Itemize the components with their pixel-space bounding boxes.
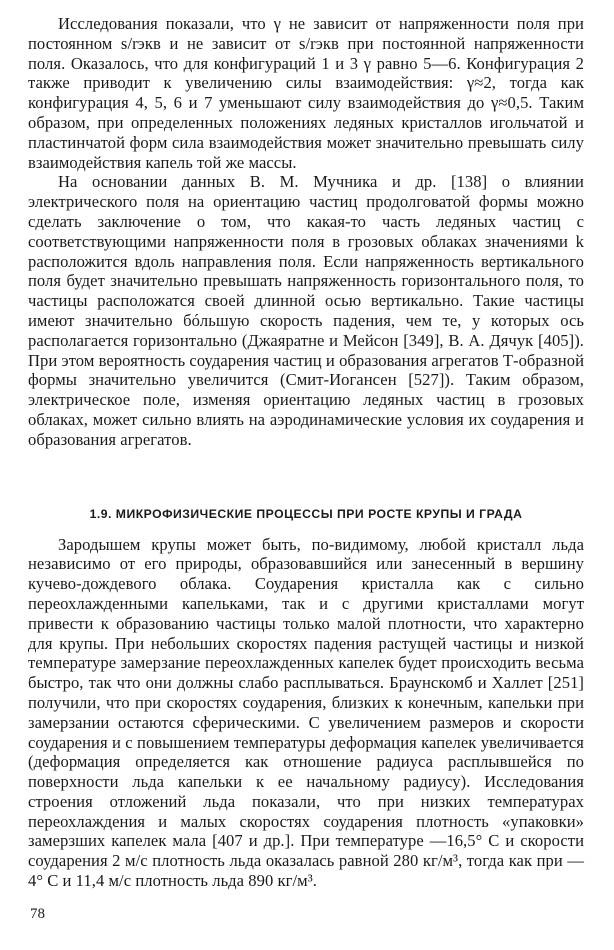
- book-page: [28, 14, 584, 934]
- paragraph-graupel-embryo: Зародышем крупы может быть, по-видимому, любой кристалл льда независимо от его природы, образовавшийся или занесенный в вершину кучево-дождевого облака. Соударения кристалла как с сильно переохлажденными капельками, так и с другими кристаллами могут привести к образованию частицы только малой плотности, что характерно для крупы. При небольших скоростях падения растущей частицы и низкой температуре замерзание переохлажденных капелек будет происходить весьма быстро, так что они должны слабо расплываться. Браунскомб и Халлет [251] получили, что при скоростях соударения, близких к конечным, капельки при замерзании остаются сферическими. С увеличением размеров и скорости соударения и с повышением температуры деформация капелек увеличивается (деформация определяется как отношение радиуса расплывшейся по поверхности льда капельки к ее начальному радиусу). Исследования строения отложений льда показали, что при низких температурах переохлаждения и малых скоростях соударения плотность «упаковки» замерзших капелек мала [407 и др.]. При температуре —16,5° С и скорости соударения 2 м/с плотность льда оказалась равной 280 кг/м³, тогда как при —4° С и 11,4 м/с плотность льда 890 кг/м³.: [28, 534, 584, 891]
- paragraph-interaction-forces: Исследования показали, что γ не зависит от напряженности поля при постоянном s/rэкв и не зависит от s/rэкв при постоянной напряженности поля. Оказалось, что для конфигураций 1 и 3 γ равно 5—6. Конфигурация 2 также приводит к увеличению силы взаимодействия: γ≈2, тогда как конфигурация 4, 5, 6 и 7 уменьшают силу взаимодействия до γ≈0,5. Таким образом, при определенных положениях ледяных кристаллов игольчатой и пластинчатой форм сила взаимодействия может значительно превышать силу взаимодействия капель той же массы.: [28, 14, 584, 172]
- page-number: 78: [30, 906, 45, 922]
- paragraph-electric-field-orientation: На основании данных В. М. Мучника и др. [138] о влиянии электрического поля на ориентацию частиц продолговатой формы можно сделать заключение о том, что какая-то часть ледяных частиц с соответствующими напряженности поля в грозовых облаках значениями k расположится вдоль направления поля. Если напряженность вертикального поля будет значительно превышать напряженность горизонтального поля, то частицы расположатся своей длинной осью вертикально. Такие частицы имеют значительно бóльшую скорость падения, чем те, у которых ось располагается горизонтально (Джаяратне и Мейсон [349], В. А. Дячук [405]). При этом вероятность соударения частиц и образования агрегатов Т-образной формы значительно увеличится (Смит-Иогансен [527]). Таким образом, электрическое поле, изменяя ориентацию ледяных частиц в грозовых облаках, может сильно влиять на аэродинамические условия их соударения и образования агрегатов.: [28, 172, 584, 449]
- section-heading: 1.9. МИКРОФИЗИЧЕСКИЕ ПРОЦЕССЫ ПРИ РОСТЕ КРУПЫ И ГРАДА: [89, 506, 523, 521]
